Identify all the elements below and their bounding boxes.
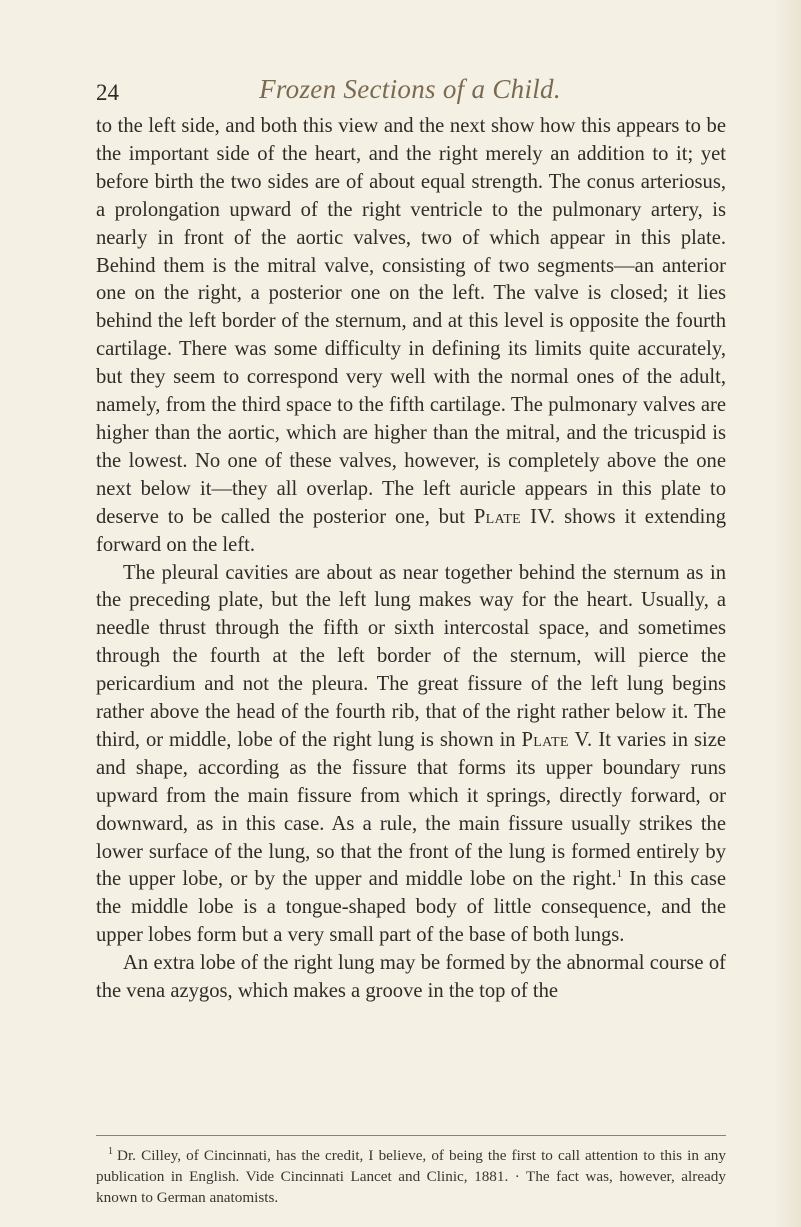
footnote-divider bbox=[96, 1135, 726, 1136]
paragraph-2-text-b: It varies in size and shape, according as the fissure that forms its upper boundary runs upward from the main fissure from which it springs, directly forward, or downward, as in this case. As a rule, the main fissure usually strikes the lower surface of the lung, so that the front of the lung is formed entirely by the upper lobe, or by the upper and middle lobe on the right. bbox=[96, 728, 726, 891]
footnote-mark: 1 bbox=[108, 1145, 113, 1157]
plate-reference: Plate IV. bbox=[473, 505, 556, 528]
plate-reference: Plate V. bbox=[521, 728, 593, 751]
footnote bbox=[96, 1145, 726, 1208]
running-head bbox=[96, 72, 724, 112]
paragraph-1 bbox=[96, 113, 726, 560]
body-text bbox=[96, 113, 726, 1006]
paragraph-1-text-a: to the left side, and both this view and the next show how this appears to be the important side of the heart, and the right merely an addition to it; yet before birth the two sides are of about equal strength. The conus arteriosus, a prolongation upward of the right ventricle to the pulmonary artery, is nearly in front of the aortic valves, two of which appear in this plate. Behind them is the mitral valve, consisting of two segments—an anterior one on the right, a posterior one on the left. The valve is closed; it lies behind the left border of the sternum, and at this level is opposite the fourth cartilage. There was some difficulty in defining its limits quite accurately, but they seem to correspond very well with the normal ones of the adult, namely, from the third space to the fifth cartilage. The pulmonary valves are higher than the aortic, which are higher than the mitral, and the tricuspid is the lowest. No one of these valves, however, is completely above the one next below it—they all overlap. The left auricle appears in this plate to deserve to be called the posterior one, but bbox=[96, 115, 726, 528]
paragraph-2 bbox=[96, 560, 726, 951]
paragraph-1-text-b: shows it extending forward on the left. bbox=[96, 505, 727, 556]
paragraph-2-text-a: The pleural cavities are about as near together behind the sternum as in the preceding plate, but the left lung makes way for the heart. Usually, a needle thrust through the fifth or sixth intercostal space, and sometimes through the fourth at the left border of the sternum, will pierce the pericardium and not the pleura. The great fissure of the left lung begins rather above the head of the fourth rib, that of the right rather below it. The third, or middle, lobe of the right lung is shown in bbox=[96, 561, 726, 751]
running-title: Frozen Sections of a Child. bbox=[259, 74, 561, 104]
footnote-text: Dr. Cilley, of Cincinnati, has the credit, I believe, of being the first to call attention to this in any publication in English. Vide Cincinnati Lancet and Clinic, 1881. · The fact was, however, already known to German anatomists. bbox=[96, 1147, 726, 1206]
page-number: 24 bbox=[96, 80, 119, 105]
paragraph-2-text-c: In this case the middle lobe is a tongue-shaped body of little consequence, and the upper lobes form but a very small part of the base of both lungs. bbox=[96, 868, 726, 947]
paragraph-3: An extra lobe of the right lung may be formed by the abnormal course of the vena azygos, which makes a groove in the top of the bbox=[96, 952, 726, 1003]
footnote-reference: 1 bbox=[616, 868, 623, 881]
